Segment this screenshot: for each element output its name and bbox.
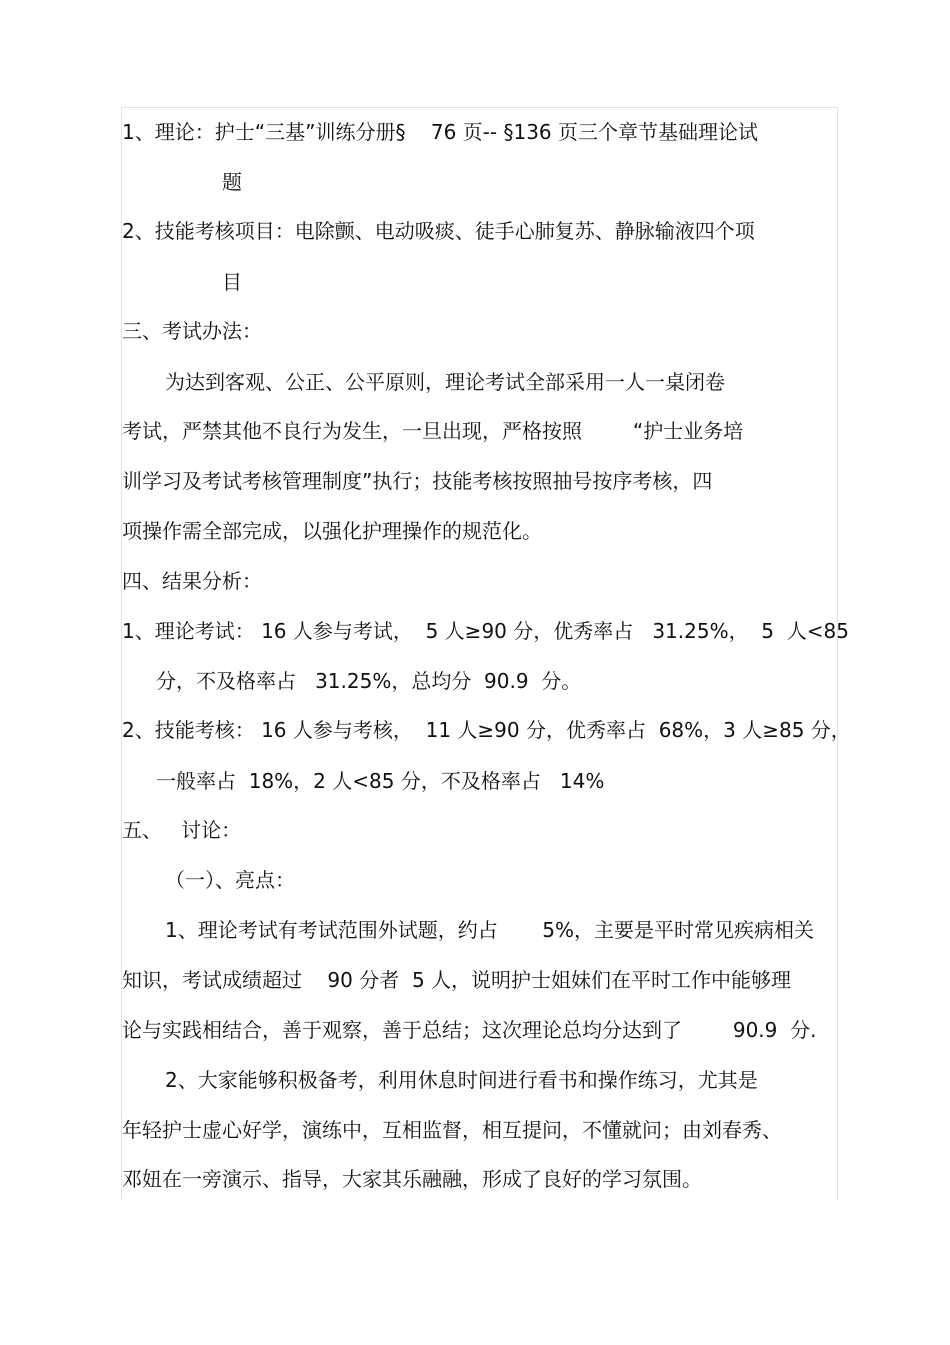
- text-line: 1、理论考试： 16 人参与考试， 5 人≥90 分，优秀率占 31.25%， 5 人<85: [122, 619, 849, 643]
- text-line: 分，不及格率占 31.25%，总均分 90.9 分。: [156, 669, 582, 693]
- text-line: 题: [222, 170, 242, 194]
- text-line: 为达到客观、公正、公平原则，理论考试全部采用一人一桌闭卷: [165, 370, 725, 394]
- page-frame-right: [837, 107, 838, 1200]
- text-line: 年轻护士虚心好学，演练中，互相监督，相互提问，不懂就问；由刘春秀、: [122, 1118, 782, 1142]
- text-line: 一般率占 18%，2 人<85 分，不及格率占 14%: [156, 769, 605, 793]
- page-frame-top: [121, 107, 837, 108]
- text-line: 2、技能考核项目：电除颤、电动吸痰、徒手心肺复苏、静脉输液四个项: [122, 219, 755, 243]
- section-heading: 四、结果分析：: [122, 569, 262, 593]
- text-line: 1、理论考试有考试范围外试题，约占 5%，主要是平时常见疾病相关: [165, 918, 814, 942]
- subsection-heading: （一）、亮点：: [165, 868, 295, 892]
- text-line: 训学习及考试考核管理制度”执行；技能考核按照抽号按序考核，四: [122, 469, 713, 493]
- section-heading: 五、 讨论：: [122, 818, 242, 842]
- section-heading: 三、考试办法：: [122, 319, 262, 343]
- text-line: 知识，考试成绩超过 90 分者 5 人，说明护士姐妹们在平时工作中能够理: [122, 968, 792, 992]
- text-line: 考试，严禁其他不良行为发生，一旦出现，严格按照 “护士业务培: [122, 419, 744, 443]
- text-line: 邓妞在一旁演示、指导，大家其乐融融，形成了良好的学习氛围。: [122, 1167, 702, 1191]
- text-line: 2、技能考核： 16 人参与考核， 11 人≥90 分，优秀率占 68%，3 人≥85 分，: [122, 718, 851, 742]
- text-line: 1、理论：护士“三基”训练分册§ 76 页-- §136 页三个章节基础理论试: [122, 120, 759, 144]
- text-line: 项操作需全部完成，以强化护理操作的规范化。: [122, 519, 542, 543]
- text-line: 论与实践相结合，善于观察，善于总结；这次理论总均分达到了 90.9 分.: [122, 1018, 817, 1042]
- text-line: 2、大家能够积极备考，利用休息时间进行看书和操作练习，尤其是: [165, 1068, 758, 1092]
- text-line: 目: [222, 270, 242, 294]
